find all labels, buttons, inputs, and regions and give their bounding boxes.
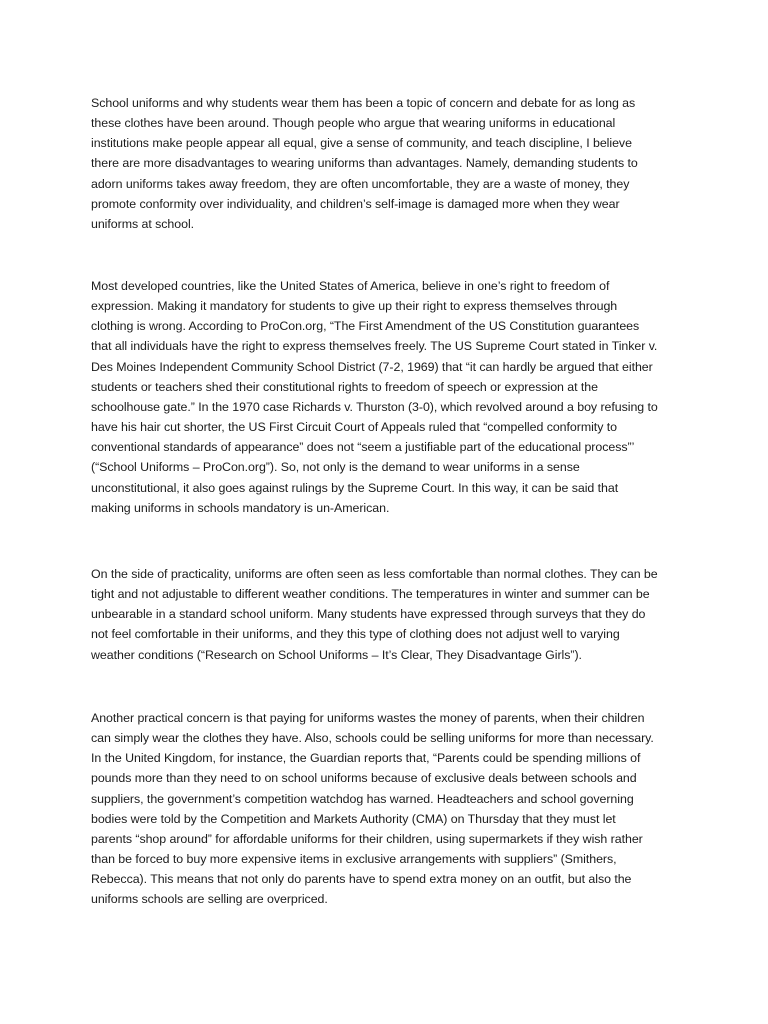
paragraph-freedom-of-expression xyxy=(91,276,681,518)
text-line: expression. Making it mandatory for students to give up their right to express themselves through xyxy=(91,299,618,314)
text-line: suppliers, the government’s competition watchdog has warned. Headteachers and school governing xyxy=(91,791,634,806)
text-line: uniforms at school. xyxy=(91,216,195,231)
paragraph-cost xyxy=(91,708,681,910)
text-line: can simply wear the clothes they have. Also, schools could be selling uniforms for more than necessary. xyxy=(91,731,654,746)
text-line: than be forced to buy more expensive items in exclusive arrangements with suppliers” (Smithers, xyxy=(91,852,617,867)
text-line: promote conformity over individuality, and children’s self-image is damaged more when they wear xyxy=(91,196,620,211)
text-line: unbearable in a standard school uniform. Many students have expressed through surveys that they do xyxy=(91,607,646,622)
text-line: bodies were told by the Competition and Markets Authority (CMA) on Thursday that they must let xyxy=(91,811,616,826)
text-line: Rebecca). This means that not only do parents have to spend extra money on an outfit, but also the xyxy=(91,872,632,887)
text-line: parents “shop around” for affordable uniforms for their children, using supermarkets if they wish rather xyxy=(91,831,643,846)
text-line: making uniforms in schools mandatory is un-American. xyxy=(91,500,390,515)
text-line: Another practical concern is that paying for uniforms wastes the money of parents, when their children xyxy=(91,711,645,725)
text-line: School uniforms and why students wear them has been a topic of concern and debate for as long as xyxy=(91,96,636,110)
text-line: (“School Uniforms – ProCon.org”). So, not only is the demand to wear uniforms in a sense xyxy=(91,460,580,475)
text-line: On the side of practicality, uniforms are often seen as less comfortable than normal clothes. They can be xyxy=(91,567,658,581)
text-line: In the United Kingdom, for instance, the Guardian reports that, “Parents could be spending millions of xyxy=(91,751,641,766)
paragraph-practicality xyxy=(91,564,681,665)
text-line: clothing is wrong. According to ProCon.org, “The First Amendment of the US Constitution guarantees xyxy=(91,319,640,334)
text-line: tight and not adjustable to different weather conditions. The temperatures in winter and summer can be xyxy=(91,587,650,602)
text-line: there are more disadvantages to wearing uniforms than advantages. Namely, demanding students to xyxy=(91,156,638,171)
text-line: students or teachers shed their constitutional rights to freedom of speech or expression at the xyxy=(91,379,598,394)
text-line: these clothes have been around. Though people who argue that wearing uniforms in educational xyxy=(91,116,616,131)
text-line: Des Moines Independent Community School District (7-2, 1969) that “it can hardly be argued that either xyxy=(91,359,653,374)
text-line: uniforms schools are selling are overpriced. xyxy=(91,892,328,907)
text-line: conventional standards of appearance” does not “seem a justifiable part of the educational process”’ xyxy=(91,440,635,455)
text-line: pounds more than they need to on school uniforms because of exclusive deals between schools and xyxy=(91,771,637,786)
text-line: schoolhouse gate.” In the 1970 case Richards v. Thurston (3-0), which revolved around a boy refusing to xyxy=(91,399,658,414)
text-line: institutions make people appear all equal, give a sense of community, and teach discipline, I believe xyxy=(91,136,632,151)
text-line: have his hair cut shorter, the US First Circuit Court of Appeals ruled that “compelled conformity to xyxy=(91,420,617,435)
text-line: not feel comfortable in their uniforms, and they this type of clothing does not adjust well to varying xyxy=(91,627,620,642)
paragraph-introduction xyxy=(91,93,681,234)
text-line: unconstitutional, it also goes against rulings by the Supreme Court. In this way, it can be said that xyxy=(91,480,619,495)
text-line: that all individuals have the right to express themselves freely. The US Supreme Court stated in Tinker v. xyxy=(91,339,658,354)
text-line: adorn uniforms takes away freedom, they are often uncomfortable, they are a waste of money, they xyxy=(91,176,630,191)
text-line: Most developed countries, like the United States of America, believe in one’s right to freedom of xyxy=(91,279,610,293)
text-line: weather conditions (“Research on School Uniforms – It’s Clear, They Disadvantage Girls”). xyxy=(91,647,582,662)
